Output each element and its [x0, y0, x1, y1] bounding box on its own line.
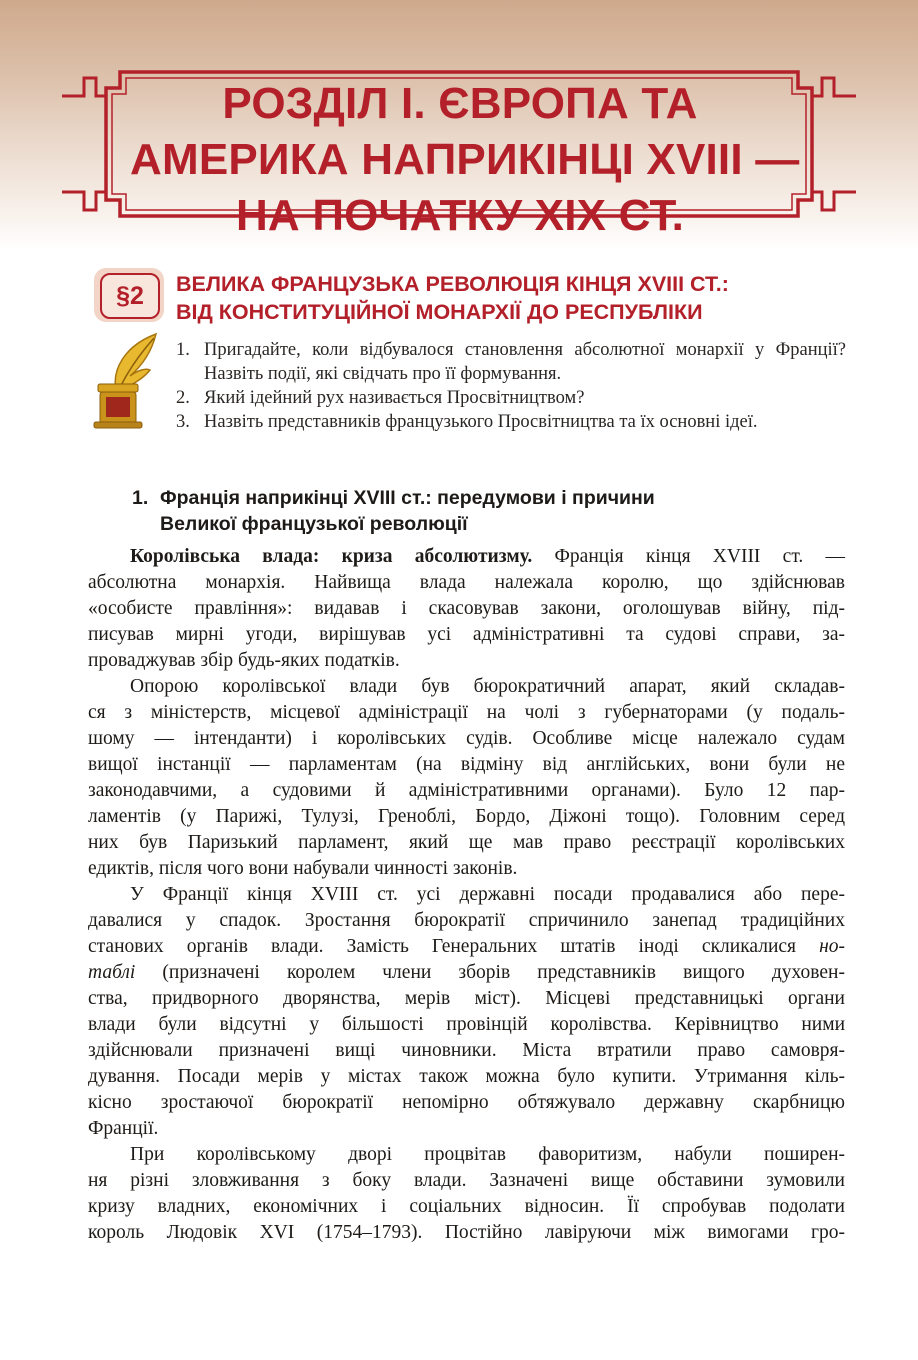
body-line-text: станових органів влади. Замість Генеральних штатів іноді скликалися — [88, 936, 820, 957]
body-line: ства, придворного дворянства, мерів міст). Місцеві представницькі органи — [88, 988, 845, 1009]
body-line — [88, 960, 845, 986]
chapter-title-line: АМЕРИКА НАПРИКІНЦІ XVIII — — [130, 135, 800, 184]
subsection-number: 1. — [132, 487, 149, 509]
question-item — [176, 338, 846, 386]
body-line: вищої інстанції — парламентам (на відміну від англійських, вони були не — [88, 754, 845, 775]
body-line: шому — інтенданти) і королівських судів. Особливе місце належало судам — [88, 728, 845, 749]
review-questions-list — [176, 338, 846, 434]
body-line: абсолютна монархія. Найвища влада належала королю, що здійснював — [88, 572, 845, 593]
body-line: король Людовік XVI (1754–1793). Постійно лавіруючи між вимогами гро- — [88, 1222, 845, 1243]
body-line: При королівському дворі процвітав фаворитизм, набули поширен- — [130, 1144, 845, 1165]
body-line-text: Франція кінця XVIII ст. — — [532, 546, 845, 567]
body-line: дування. Посади мерів у містах також можна було купити. Утримання кіль- — [88, 1066, 845, 1087]
body-line: кісно зростаючої бюрократії непомірно обтяжувало державну скарбницю — [88, 1092, 845, 1113]
subsection-heading-line: Великої французької революції — [160, 513, 468, 535]
body-text — [88, 544, 845, 1246]
body-line: ня різні зловживання з боку влади. Зазначені вище обставини зумовили — [88, 1170, 845, 1191]
question-item — [176, 410, 846, 434]
section-title-line: ВІД КОНСТИТУЦІЙНОЇ МОНАРХІЇ ДО РЕСПУБЛІКИ — [176, 300, 703, 324]
chapter-title-line: НА ПОЧАТКУ XIX СТ. — [235, 191, 685, 240]
paragraph-badge — [94, 268, 164, 322]
body-line: давалися у спадок. Зростання бюрократії спричинило занепад традиційних — [88, 910, 845, 931]
body-line: кризу владних, економічних і соціальних відносин. Її спробував подолати — [88, 1196, 845, 1217]
body-line: проваджував збір будь-яких податків. — [88, 650, 400, 671]
paragraph-number: §2 — [100, 273, 160, 319]
question-text: Який ідейний рух називається Просвітництвом? — [204, 388, 585, 408]
section-title-line: ВЕЛИКА ФРАНЦУЗЬКА РЕВОЛЮЦІЯ КІНЦЯ XVIII СТ.: — [176, 272, 729, 296]
chapter-title — [130, 76, 800, 244]
term-notables: таблі — [88, 962, 136, 983]
body-line: Франції. — [88, 1118, 159, 1139]
quill-inkwell-icon — [86, 330, 166, 430]
subsection-heading-line: Франція наприкінці XVIII ст.: передумови і причини — [160, 487, 655, 509]
term-notables: но- — [819, 936, 845, 957]
body-line: У Франції кінця XVIII ст. усі державні посади продавалися або пере- — [130, 884, 845, 905]
body-line: писував мирні угоди, вирішував усі адміністративні та судові справи, за- — [88, 624, 845, 645]
body-line — [88, 934, 845, 960]
chapter-title-line: РОЗДІЛ І. ЄВРОПА ТА — [222, 79, 698, 128]
question-item — [176, 386, 846, 410]
body-line: «особисте правління»: видавав і скасовував закони, оголошував війну, під- — [88, 598, 845, 619]
body-line: законодавчими, а судовими й адміністративними органами). Було 12 пар- — [88, 780, 845, 801]
question-text: Назвіть представників французького Просвітництва та їх основні ідеї. — [204, 412, 758, 432]
body-line: них був Паризький парламент, який ще мав право реєстрації королівських — [88, 832, 845, 853]
question-number: 3. — [176, 412, 190, 432]
body-line-text: (призначені королем члени зборів представників вищого духовен- — [135, 962, 845, 983]
subsection-heading — [132, 485, 782, 537]
paragraph-lead: Королівська влада: криза абсолютизму. — [130, 546, 533, 567]
question-number: 1. — [176, 340, 190, 360]
body-line — [88, 544, 845, 570]
body-line: Опорою королівської влади був бюрократичний апарат, який складав- — [130, 676, 845, 697]
question-number: 2. — [176, 388, 190, 408]
body-line: едиктів, після чого вони набували чинності законів. — [88, 858, 518, 879]
body-line: ся з міністерств, місцевої адміністрації на чолі з губернаторами (у подаль- — [88, 702, 845, 723]
body-line: влади були відсутні у більшості провінцій королівства. Керівництво ними — [88, 1014, 845, 1035]
body-line: здійснювали призначені вищі чиновники. Міста втратили право самовря- — [88, 1040, 845, 1061]
section-title — [176, 270, 856, 326]
body-line: ламентів (у Парижі, Тулузі, Греноблі, Бордо, Діжоні тощо). Головним серед — [88, 806, 845, 827]
question-text: Пригадайте, коли відбувалося становлення абсолютної монархії у Франції? Назвіть події, які свідчать про її формування. — [204, 340, 846, 384]
